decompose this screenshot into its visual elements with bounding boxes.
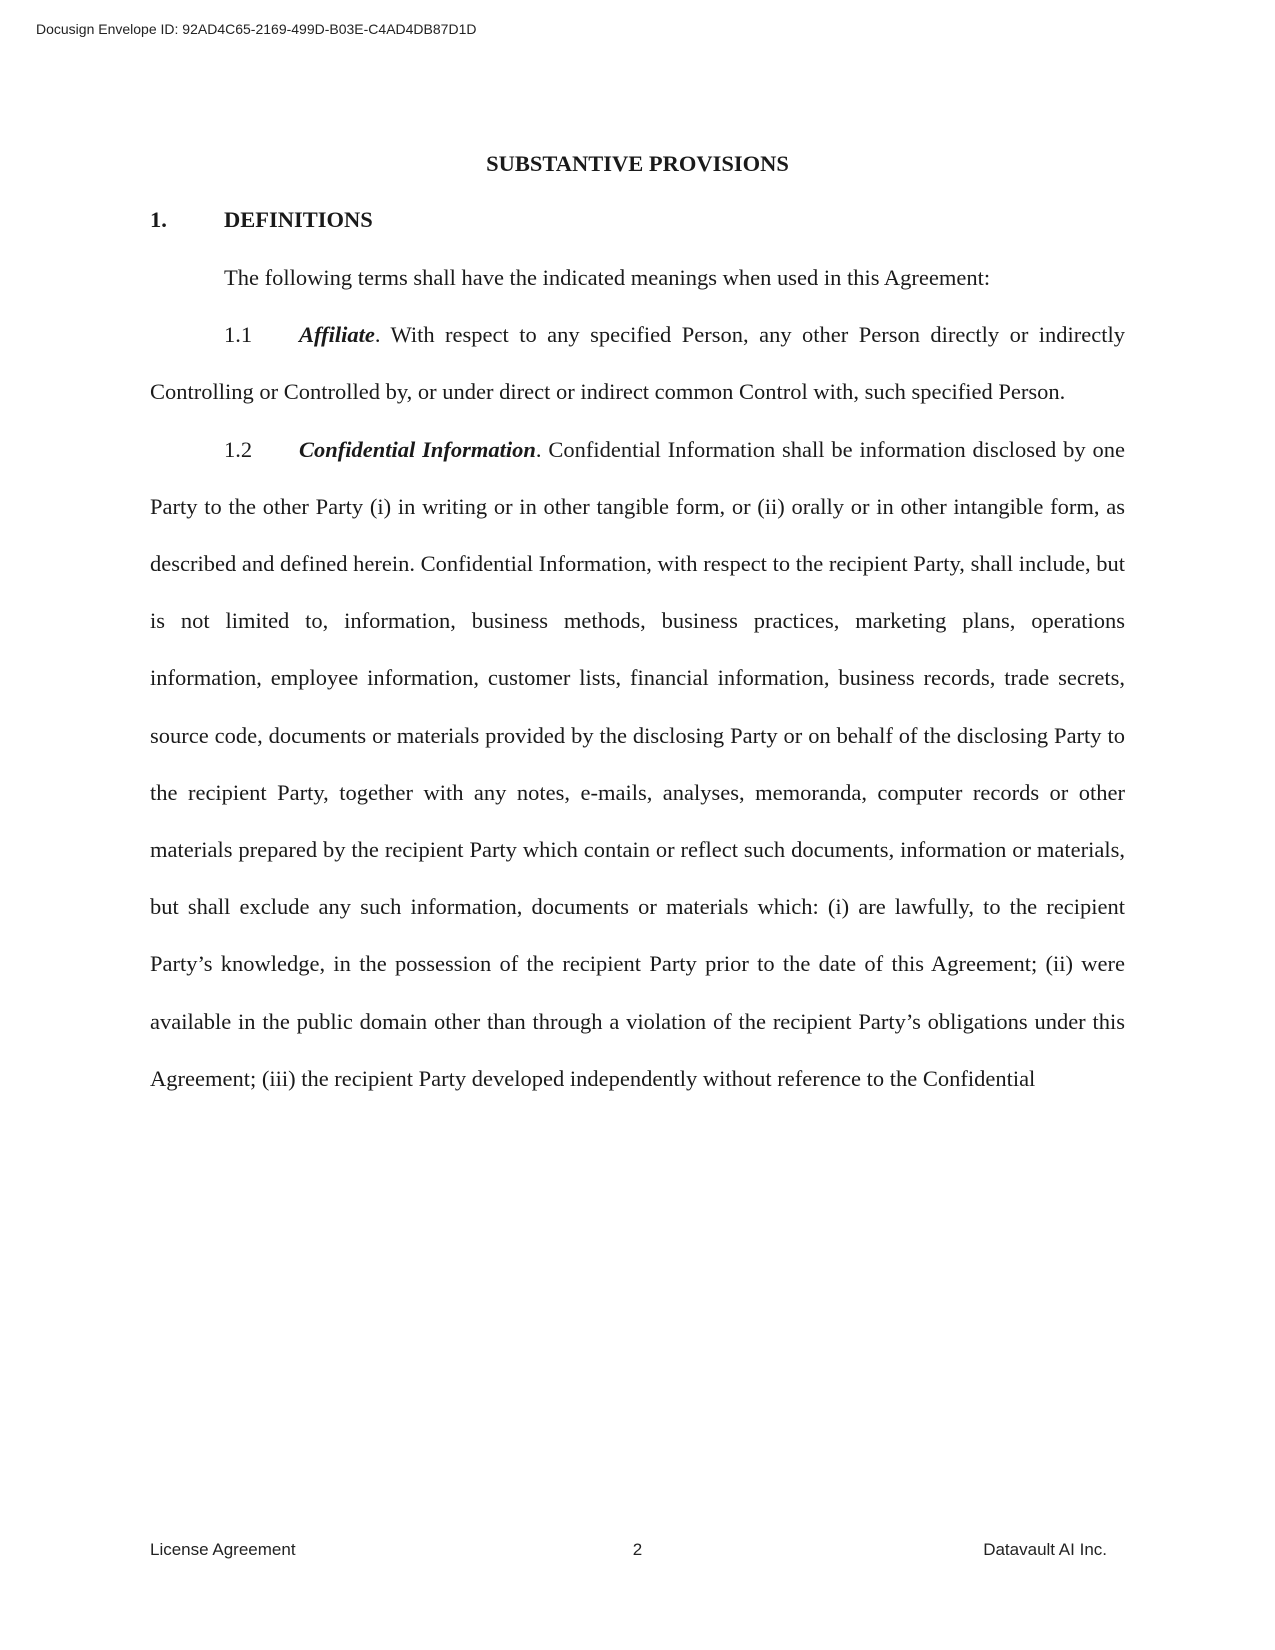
docusign-envelope-id: Docusign Envelope ID: 92AD4C65-2169-499D-B03E-C4AD4DB87D1D (36, 21, 477, 37)
footer-company-name: Datavault AI Inc. (983, 1540, 1107, 1559)
defined-term: Affiliate (299, 322, 375, 348)
section-heading (150, 205, 373, 235)
clause-affiliate: 1.1 Affiliate. With respect to any specified Person, any other Person directly or indirectly Controlling or Controlled by, or under direct or indirect common Control with, such specified Person. (150, 306, 1125, 420)
clause-text: Confidential Information shall be information disclosed by one Party to the other Party (i) in writing or in other tangible form, or (ii) orally or in other intangible form, as described and defined herein. Confidential Information, with respect to the recipient Party, shall include, but is not limited to, information, business methods, business practices, marketing plans, operations information, employee information, customer lists, financial information, business records, trade secrets, source code, documents or materials provided by the disclosing Party or on behalf of the disclosing Party to the recipient Party, together with any notes, e-mails, analyses, memoranda, computer records or other materials prepared by the recipient Party which contain or reflect such documents, information or materials, but shall exclude any such information, documents or materials which: (i) are lawfully, to the recipient Party’s knowledge, in the possession of the recipient Party prior to the date of this Agreement; (ii) were available in the public domain other than through a violation of the recipient Party’s obligations under this Agreement; (iii) the recipient Party developed independently without reference to the Confidential (150, 436, 1125, 1091)
footer-page-number: 2 (632, 1540, 643, 1559)
footer-document-name: License Agreement (150, 1540, 296, 1559)
clause-number: 1.1 (224, 322, 253, 348)
page-title: SUBSTANTIVE PROVISIONS (486, 151, 789, 176)
defined-term: Confidential Information (299, 436, 536, 462)
clause-number: 1.2 (224, 436, 253, 462)
definitions-intro: The following terms shall have the indicated meanings when used in this Agreement: (224, 265, 991, 290)
clause-confidential-information: 1.2 Confidential Information. Confidential Information shall be information disclosed by one Party to the other Party (i) in writing or in other tangible form, or (ii) orally or in other intangible form, as described and defined herein. Confidential Information, with respect to the recipient Party, shall include, but is not limited to, information, business methods, business practices, marketing plans, operations information, employee information, customer lists, financial information, business records, trade secrets, source code, documents or materials provided by the disclosing Party or on behalf of the disclosing Party to the recipient Party, together with any notes, e-mails, analyses, memoranda, computer records or other materials prepared by the recipient Party which contain or reflect such documents, information or materials, but shall exclude any such information, documents or materials which: (i) are lawfully, to the recipient Party’s knowledge, in the possession of the recipient Party prior to the date of this Agreement; (ii) were available in the public domain other than through a violation of the recipient Party’s obligations under this Agreement; (iii) the recipient Party developed independently without reference to the Confidential (150, 421, 1125, 1107)
section-number: 1. (150, 207, 167, 232)
section-body (150, 249, 1125, 1107)
clause-text: With respect to any specified Person, any other Person directly or indirectly Controlling or Controlled by, or under direct or indirect common Control with, such specified Person. (150, 322, 1125, 405)
section-title: DEFINITIONS (224, 207, 373, 232)
